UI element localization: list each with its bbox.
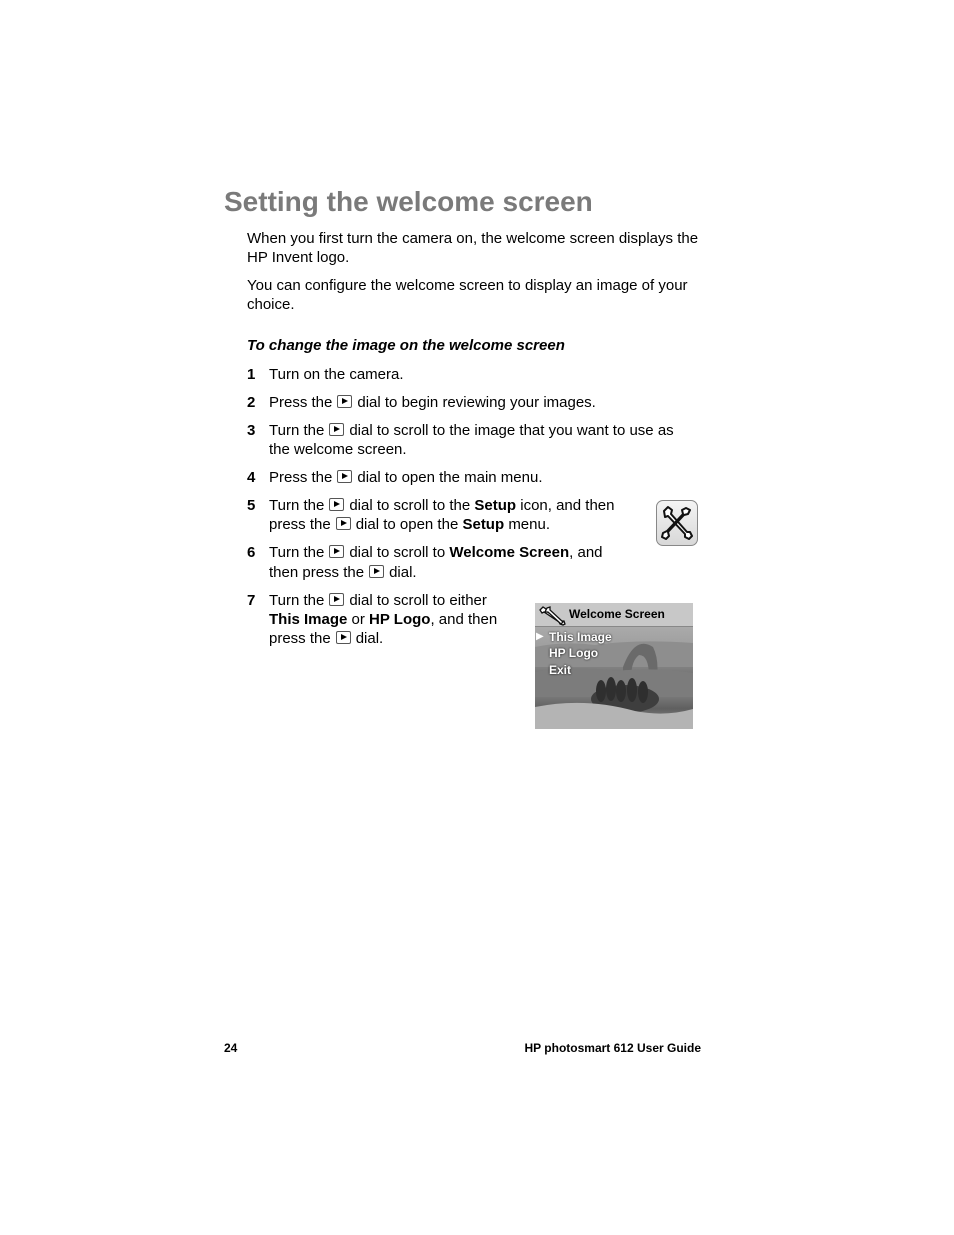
play-dial-icon (329, 498, 344, 511)
play-dial-icon (336, 631, 351, 644)
step-text: Turn the dial to scroll to the Setup icon, and then press the dial to open the Setup menu. (269, 497, 615, 533)
step-text: Turn the dial to scroll to either This Image or HP Logo, and then press the dial. (269, 592, 498, 647)
play-dial-icon (329, 593, 344, 606)
step-text: Press the dial to open the main menu. (269, 469, 543, 486)
step-number: 3 (247, 422, 256, 439)
guide-title: HP photosmart 612 User Guide (524, 1041, 701, 1055)
camera-screen-illustration (535, 603, 693, 729)
menu-option-exit[interactable]: Exit (549, 663, 572, 677)
step-text: Press the dial to begin reviewing your images. (269, 394, 596, 411)
setup-wrench-icon (537, 604, 569, 626)
play-dial-icon (329, 545, 344, 558)
step-text: Turn the dial to scroll to the image that you want to use as the welcome screen. (269, 422, 674, 458)
step-number: 7 (247, 592, 256, 609)
step-number: 2 (247, 394, 256, 411)
menu-option-this-image[interactable]: This Image (549, 630, 612, 644)
intro-paragraph-1: When you first turn the camera on, the welcome screen displays the HP Invent logo. (247, 230, 699, 266)
play-dial-icon (369, 565, 384, 578)
intro-paragraph-2: You can configure the welcome screen to display an image of your choice. (247, 277, 688, 313)
step-number: 6 (247, 544, 256, 561)
page-title: Setting the welcome screen (224, 186, 593, 217)
play-dial-icon (337, 395, 352, 408)
play-dial-icon (337, 470, 352, 483)
step-text: Turn on the camera. (269, 366, 404, 383)
menu-option-hp-logo[interactable]: HP Logo (549, 646, 599, 660)
procedure-heading: To change the image on the welcome screen (247, 337, 565, 354)
camera-menu-title: Welcome Screen (569, 607, 665, 621)
selection-cursor-icon: ▶ (536, 631, 544, 642)
play-dial-icon (336, 517, 351, 530)
play-dial-icon (329, 423, 344, 436)
page-number: 24 (224, 1041, 238, 1055)
step-text: Turn the dial to scroll to Welcome Screen, and then press the dial. (269, 544, 603, 581)
camera-menu-header (535, 603, 693, 627)
setup-wrench-icon (656, 500, 698, 546)
step-number: 5 (247, 497, 256, 514)
step-number: 4 (247, 469, 256, 486)
step-number: 1 (247, 366, 256, 383)
